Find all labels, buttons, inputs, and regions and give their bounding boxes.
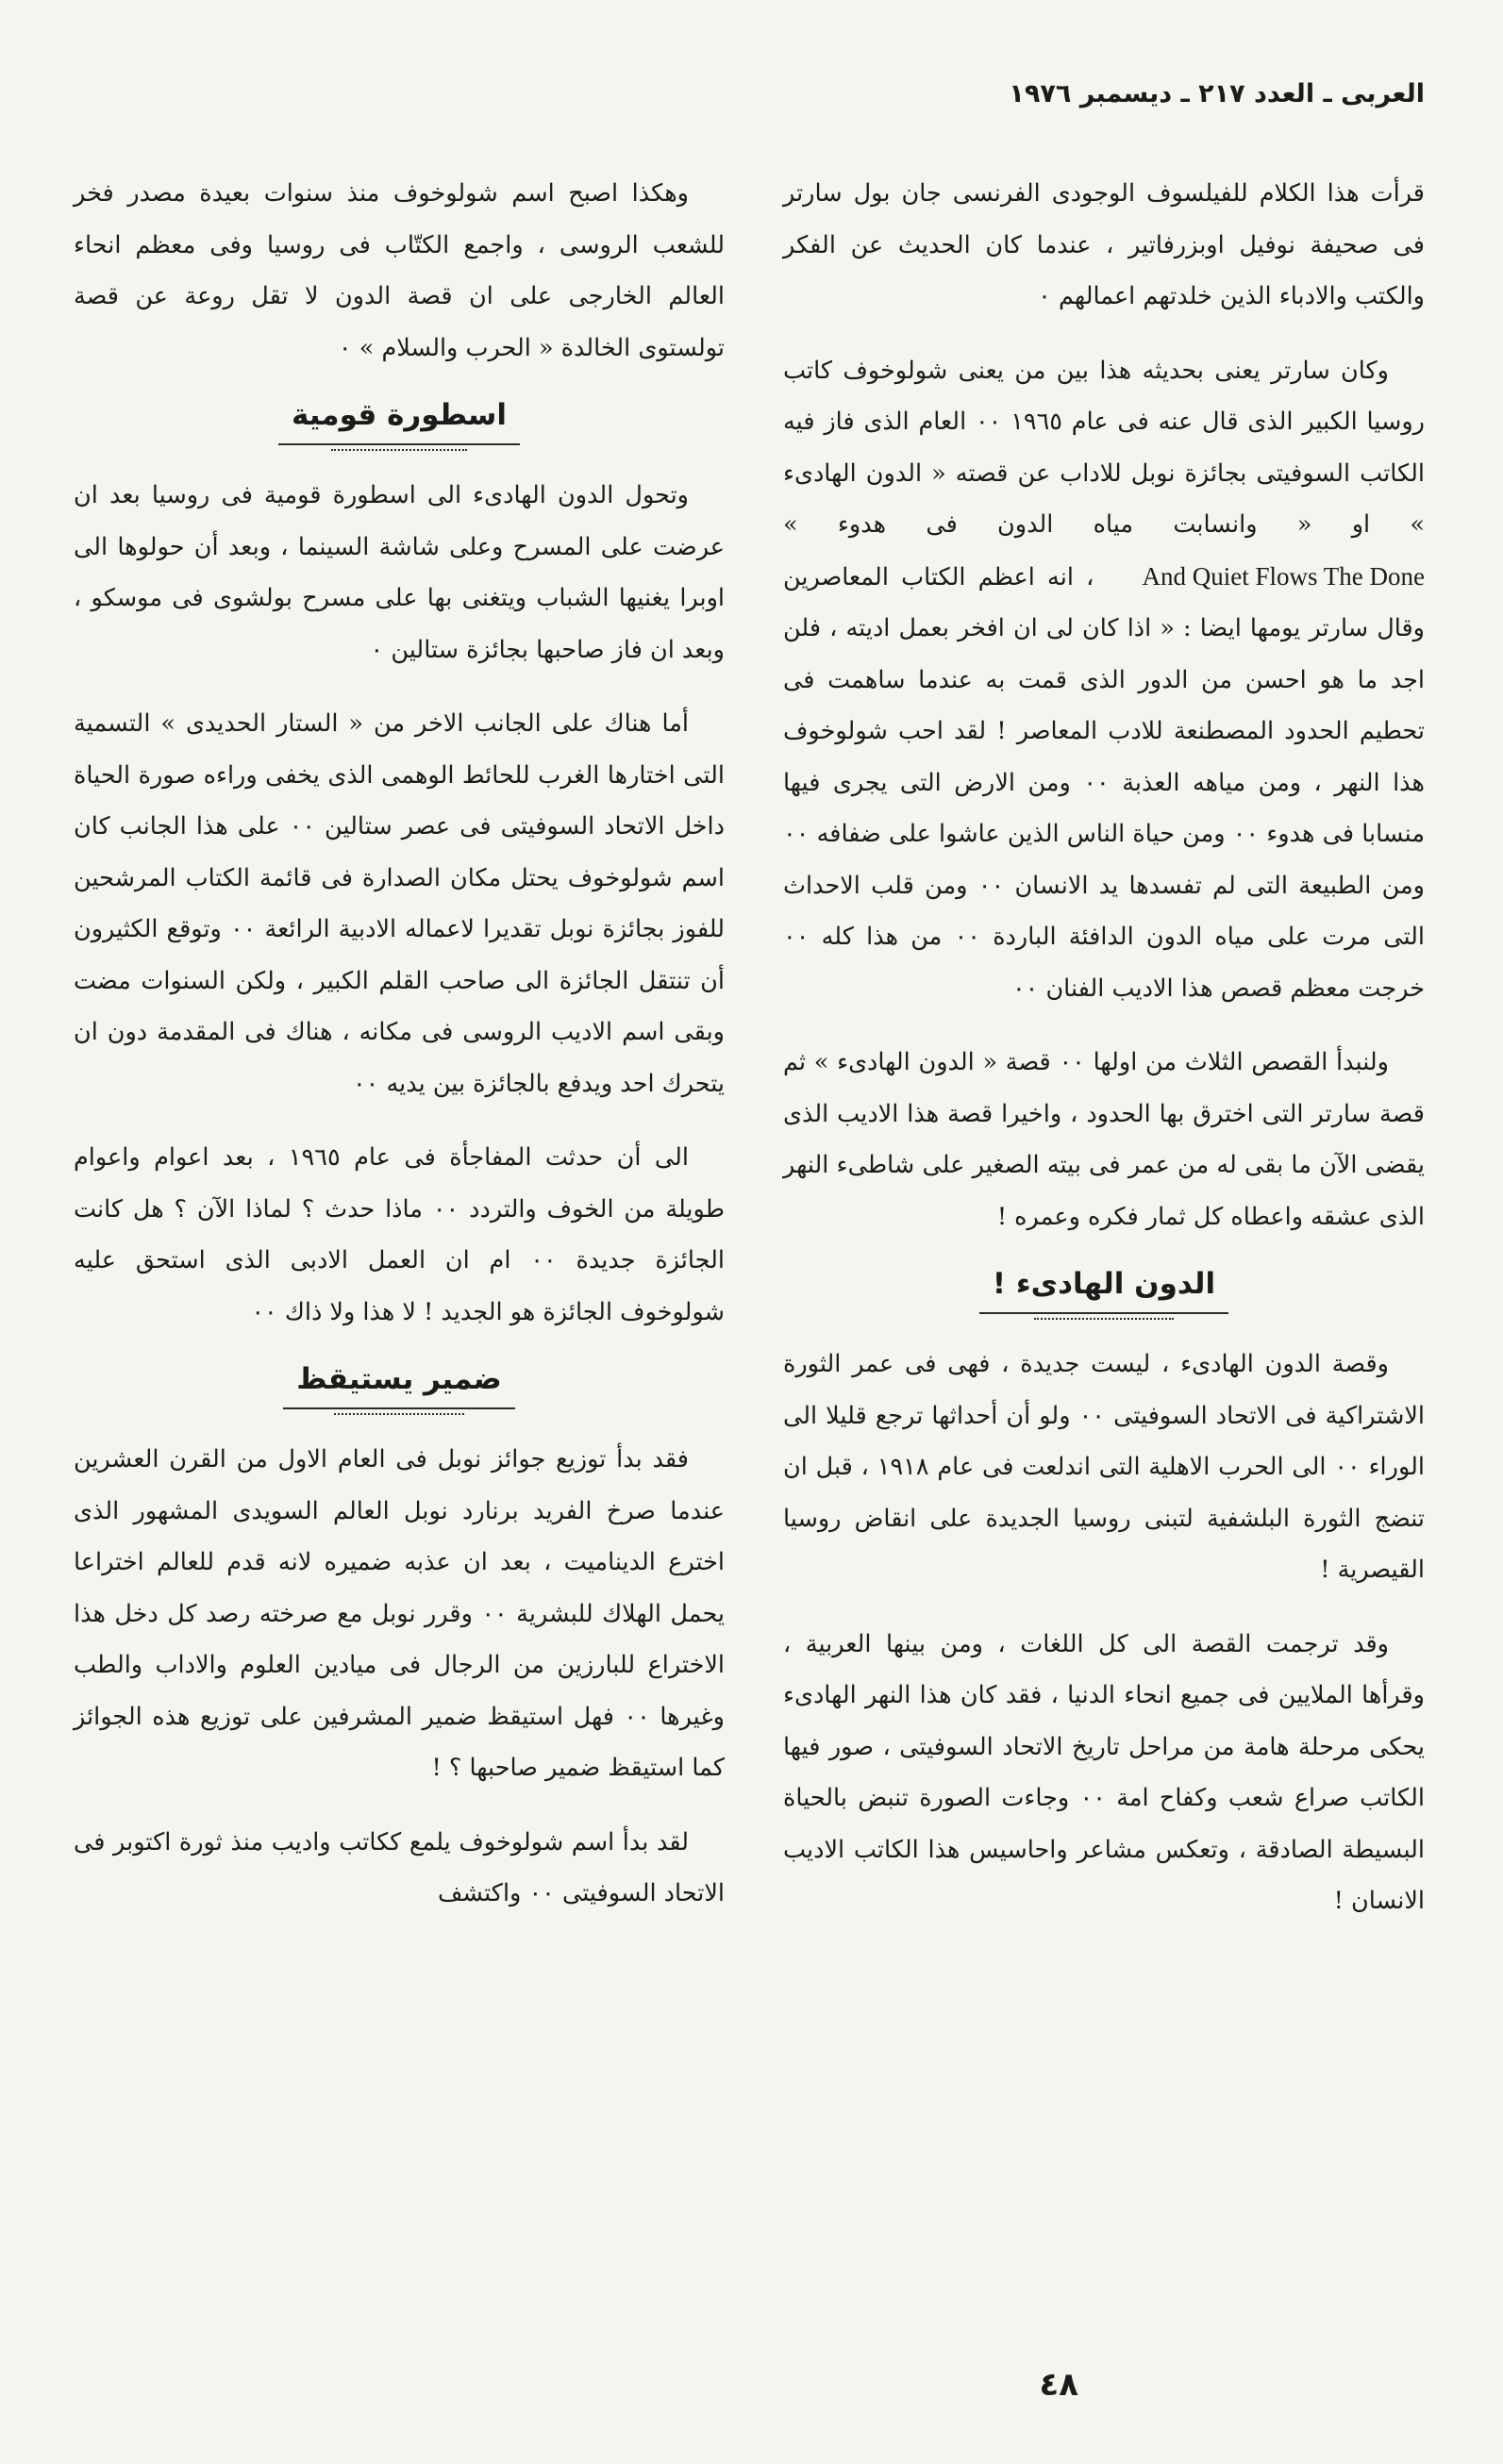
- section-heading-text: الدون الهادىء !: [979, 1265, 1228, 1314]
- paragraph-part: ، انه اعظم الكتاب المعاصرين وقال سارتر يومها ايضا : « اذا كان لى ان افخر بعمل اديته ، فلن اجد ما هو احسن من الدور الذى قمت به عندما ساهمت فى تحطيم الحدود المصطنعة للادب المعاصر ! لقد احب شولوخوف هذا النهر ، ومن مياهه العذبة ٠٠ ومن الارض التى يجرى فيها منسابا فى هدوء ٠٠ ومن حياة الناس الذين عاشوا على ضفافه ٠٠ ومن الطبيعة التى لم تفسدها يد الانسان ٠٠ ومن قلب الاحداث التى مرت على مياه الدون الدافئة الباردة ٠٠ من هذا كله ٠٠ خرجت معظم قصص هذا الاديب الفنان ٠٠: [783, 562, 1426, 1003]
- paragraph: الى أن حدثت المفاجأة فى عام ١٩٦٥ ، بعد اعوام واعوام طويلة من الخوف والتردد ٠٠ ماذا حدث ؟ لماذا الآن ؟ هل كانت الجائزة جديدة ٠٠ ام ان العمل الادبى الذى استحق عليه شولوخوف الجائزة هو الجديد ! لا هذا ولا ذاك ٠٠: [74, 1143, 725, 1326]
- section-heading: [74, 1360, 725, 1409]
- paragraph: قرأت هذا الكلام للفيلسوف الوجودى الفرنسى جان بول سارتر فى صحيفة نوفيل اوبزرفاتير ، عندما كان الحديث عن الفكر والكتب والادباء الذين خلدتهم اعمالهم ٠: [783, 179, 1425, 310]
- section-heading-text: ضمير يستيقظ: [283, 1360, 514, 1409]
- paragraph: [783, 345, 1425, 1015]
- paragraph: فقد بدأ توزيع جوائز نوبل فى العام الاول من القرن العشرين عندما صرخ الفريد برنارد نوبل العالم السويدى المشهور الذى اخترع الديناميت ، بعد ان عذبه ضميره لانه قدم للعالم اختراعا يحمل الهلاك للبشرية ٠٠ وقرر نوبل مع صرخته رصد كل دخل هذا الاختراع للبارزين من الرجال فى ميادين العلوم والاداب والطب وغيرها ٠٠ فهل استيقظ ضمير المشرفين على توزيع هذه الجوائز كما استيقظ ضمير صاحبها ؟ !: [74, 1445, 725, 1782]
- english-title: And Quiet Flows The Done: [1142, 561, 1425, 591]
- paragraph: أما هناك على الجانب الاخر من « الستار الحديدى » التسمية التى اختارها الغرب للحائط الوهمى الذى يخفى وراءه صورة الحياة داخل الاتحاد السوفيتى فى عصر ستالين ٠٠ على هذا الجانب كان اسم شولوخوف يحتل مكان الصدارة فى قائمة الكتاب المرشحين للفوز بجائزة نوبل تقديرا لاعماله الادبية الرائعة ٠٠ وتوقع الكثيرون أن تنتقل الجائزة الى صاحب القلم الكبير ، ولكن السنوات مضت وبقى اسم الاديب الروسى فى مكانه ، هناك فى المقدمة دون ان يتحرك احد ويدفع بالجائزة بين يديه ٠٠: [74, 709, 725, 1098]
- running-header: العربى ـ العدد ٢١٧ ـ ديسمبر ١٩٧٦: [1009, 79, 1425, 108]
- paragraph: وتحول الدون الهادىء الى اسطورة قومية فى روسيا بعد ان عرضت على المسرح وعلى شاشة السينما ، وبعد أن حولوها الى اوبرا يغنيها الشباب ويتغنى بها على مسرح بولشوى فى موسكو ، وبعد ان فاز صاحبها بجائزة ستالين ٠: [74, 481, 725, 664]
- section-heading-text: اسطورة قومية: [278, 396, 520, 445]
- section-heading: [783, 1265, 1425, 1314]
- paragraph: وهكذا اصبح اسم شولوخوف منذ سنوات بعيدة مصدر فخر للشعب الروسى ، واجمع الكتّاب فى روسيا وفى معظم انحاء العالم الخارجى على ان قصة الدون لا تقل روعة عن قصة تولستوى الخالدة « الحرب والسلام » ٠: [74, 179, 725, 362]
- paragraph: ولنبدأ القصص الثلاث من اولها ٠٠ قصة « الدون الهادىء » ثم قصة سارتر التى اخترق بها الحدود ، واخيرا قصة هذا الاديب الذى يقضى الآن ما بقى له من عمر فى بيته الصغير على شاطىء النهر الذى عشقه واعطاه كل ثمار فكره وعمره !: [783, 1048, 1425, 1231]
- section-heading: [74, 396, 725, 445]
- paragraph: وقد ترجمت القصة الى كل اللغات ، ومن بينها العربية ، وقرأها الملايين فى جميع انحاء الدنيا ، فقد كان هذا النهر الهادىء يحكى مرحلة هامة من مراحل تاريخ الاتحاد السوفيتى ، صور فيها الكاتب صراع شعب وكفاح امة ٠٠ وجاءت الصورة تنبض بالحياة البسيطة الصادقة ، وتعكس مشاعر واحاسيس هذا الكاتب الاديب الانسان !: [783, 1629, 1425, 1915]
- left-column: [74, 168, 725, 1920]
- page-number: ٤٨: [1039, 2366, 1078, 2404]
- paragraph: لقد بدأ اسم شولوخوف يلمع ككاتب واديب منذ ثورة اكتوبر فى الاتحاد السوفيتى ٠٠ واكتشف: [74, 1827, 725, 1907]
- paragraph-part: وكان سارتر يعنى بحديثه هذا بين من يعنى شولوخوف كاتب روسيا الكبير الذى قال عنه فى عام ١٩٦٥ ٠٠ العام الذى فاز فيه الكاتب السوفيتى بجائزة نوبل للاداب عن قصته « الدون الهادىء » او « وانسابت مياه الدون فى هدوء »: [783, 356, 1425, 539]
- right-column: [783, 168, 1425, 1927]
- paragraph: وقصة الدون الهادىء ، ليست جديدة ، فهى فى عمر الثورة الاشتراكية فى الاتحاد السوفيتى ٠٠ ولو أن أحداثها ترجع قليلا الى الوراء ٠٠ الى الحرب الاهلية التى اندلعت فى عام ١٩١٨ ، قبل ان تنضج الثورة البلشفية لتبنى روسيا الجديدة على انقاض روسيا القيصرية !: [783, 1350, 1425, 1584]
